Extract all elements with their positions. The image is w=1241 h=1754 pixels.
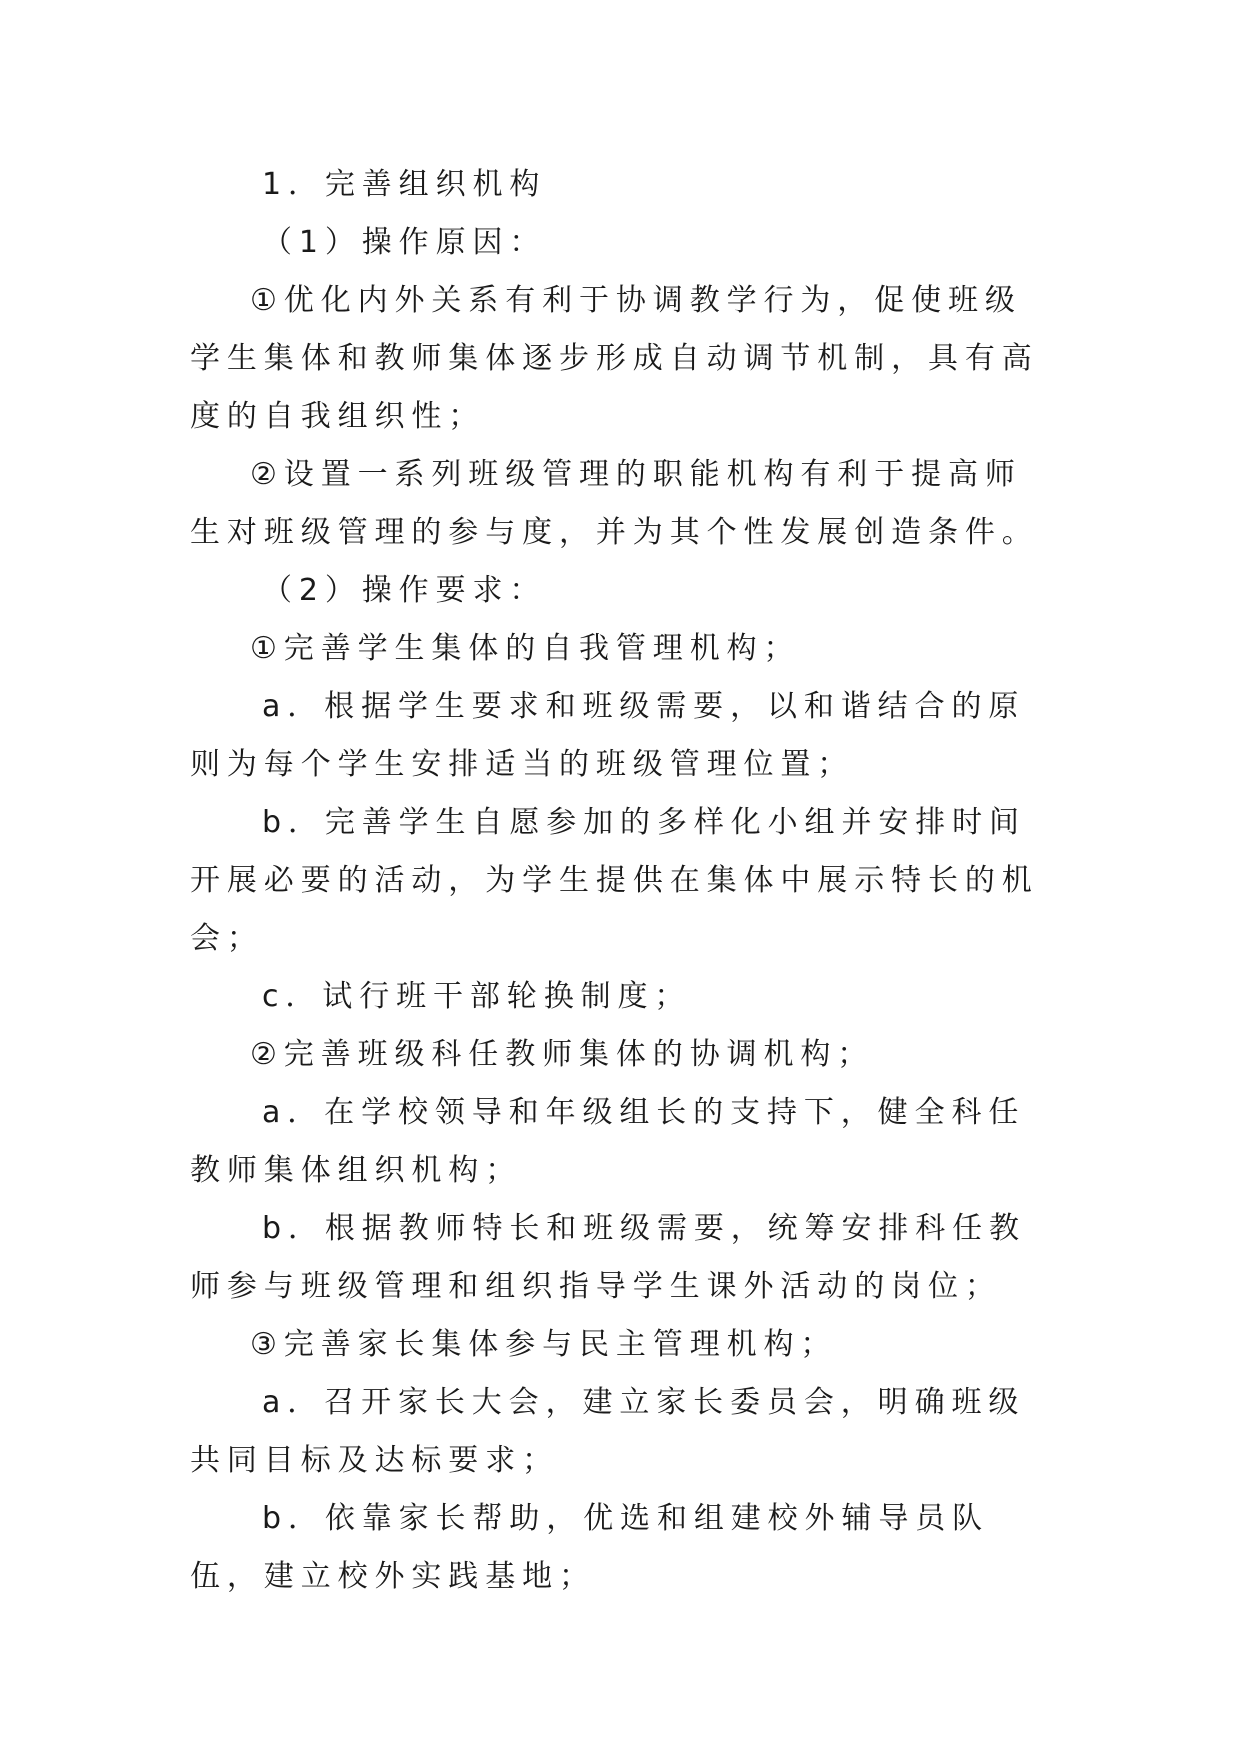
list-item-2b: b．根据教师特长和班级需要，统筹安排科任教师参与班级管理和组织指导学生课外活动的岗位； — [190, 1211, 1026, 1304]
section-heading: 1．完善组织机构 — [262, 167, 547, 202]
list-item-3a: a．召开家长大会，建立家长委员会，明确班级共同目标及达标要求； — [190, 1385, 1026, 1478]
paragraph-reason-2: ②设置一系列班级管理的职能机构有利于提高师生对班级管理的参与度，并为其个性发展创造条件。 — [190, 457, 1039, 550]
paragraph-requirement-3: ③完善家长集体参与民主管理机构； — [250, 1327, 838, 1362]
paragraph-requirement-2: ②完善班级科任教师集体的协调机构； — [250, 1037, 875, 1072]
paragraph-reason-1: ①优化内外关系有利于协调教学行为，促使班级学生集体和教师集体逐步形成自动调节机制，具有高度的自我组织性； — [190, 283, 1039, 434]
list-item-3b: b．依靠家长帮助，优选和组建校外辅导员队伍，建立校外实践基地； — [190, 1501, 990, 1594]
subsection-heading-reasons: （1）操作原因： — [262, 225, 547, 260]
list-item-2a: a．在学校领导和年级组长的支持下，健全科任教师集体组织机构； — [190, 1095, 1026, 1188]
paragraph-requirement-1: ①完善学生集体的自我管理机构； — [250, 631, 801, 666]
list-item-1c: c．试行班干部轮换制度； — [262, 979, 692, 1014]
list-item-1a: a．根据学生要求和班级需要，以和谐结合的原则为每个学生安排适当的班级管理位置； — [190, 689, 1026, 782]
subsection-heading-requirements: （2）操作要求： — [262, 573, 547, 608]
document-body — [190, 156, 1054, 1606]
list-item-1b: b．完善学生自愿参加的多样化小组并安排时间开展必要的活动，为学生提供在集体中展示特长的机会； — [190, 805, 1039, 956]
